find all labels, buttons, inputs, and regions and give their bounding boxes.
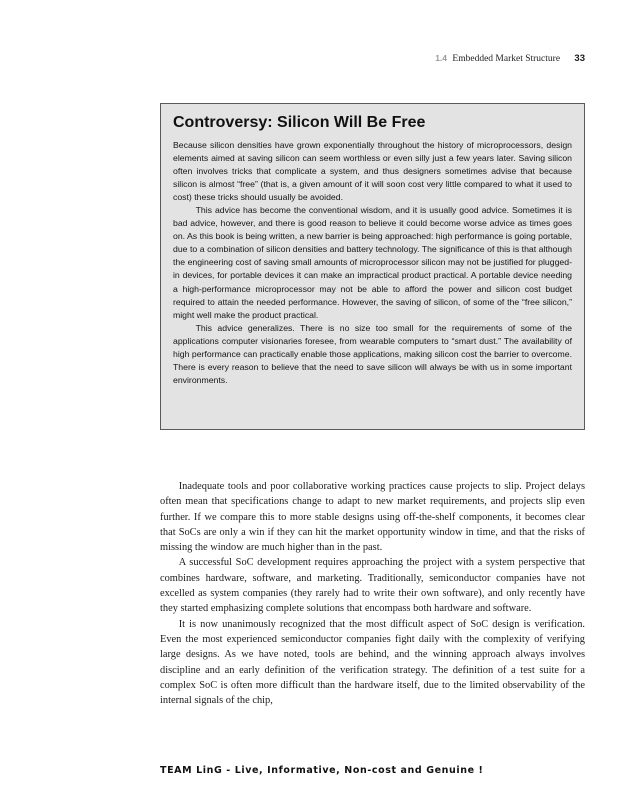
body-text xyxy=(160,479,585,708)
body-paragraph: It is now unanimously recognized that the most difficult aspect of SoC design is verification. Even the most experienced semiconductor companies fight daily with the complexity of verifying large designs. As we have noted, tools are behind, and the winning approach always involves discipline and an early definition of the verification strategy. The definition of a test suite for a complex SoC is often more difficult than the hardware itself, due to the limited observability of the internal signals of the chip, xyxy=(160,618,585,707)
sidebar-paragraph: Because silicon densities have grown exponentially throughout the history of microprocessors, design elements aimed at saving silicon can seem worthless or even silly just a few years later. Saving silicon often involves tricks that complicate a system, and thus designers sometimes advise that because silicon is almost “free” (that is, a given amount of it will soon cost very little compared to what it used to cost) these tricks should usually be avoided. xyxy=(173,140,572,203)
sidebar-paragraph: This advice generalizes. There is no size too small for the requirements of some of the applications computer visionaries foresee, from wearable computers to “smart dust.” The availability of high performance can practically enable those applications, making silicon cost the barrier to overcome. There is every reason to believe that the need to save silicon will always be with us in some important environments. xyxy=(173,322,572,385)
body-paragraph: Inadequate tools and poor collaborative working practices cause projects to slip. Project delays often mean that specifications change to adapt to new market requirements, and projects slip even further. If we compare this to more stable designs using off-the-shelf components, it becomes clear that SoCs are only a win if they can hit the market opportunity window in time, and that the risks of missing the window are much higher than in the past. xyxy=(160,481,585,554)
controversy-sidebar xyxy=(160,103,585,430)
section-number: 1.4 xyxy=(435,53,448,63)
sidebar-paragraph: This advice has become the conventional wisdom, and it is usually good advice. Sometimes it is bad advice, however, and there is good reason to believe it could become worse advice as times goes on. As this book is being written, a new barrier is being approached: high performance is going portable, due to a combination of silicon densities and battery technology. The significance of this is that although the engineering cost of saving small amounts of microprocessor silicon may not be justified for plugged-in devices, for portable devices it can make an impractical product practical. A portable device needing a high-performance microprocessor may not be able to afford the power and silicon cost budget required to attain the needed performance. However, the saving of silicon, of some of the “free silicon,” might well make the product practical. xyxy=(173,205,572,320)
section-title: Embedded Market Structure xyxy=(452,54,561,64)
sidebar-title: Controversy: Silicon Will Be Free xyxy=(173,114,426,131)
footer-banner: TEAM LinG - Live, Informative, Non-cost and Genuine ! xyxy=(160,765,484,776)
running-head xyxy=(160,53,585,64)
body-paragraph: A successful SoC development requires approaching the project with a system perspective that combines hardware, software, and marketing. Traditionally, semiconductor companies have not excelled as system companies (they rarely had to write their own software), and only recently have they started emphasizing complete solutions that encompass both hardware and software. xyxy=(160,557,585,615)
page-number: 33 xyxy=(574,53,585,64)
